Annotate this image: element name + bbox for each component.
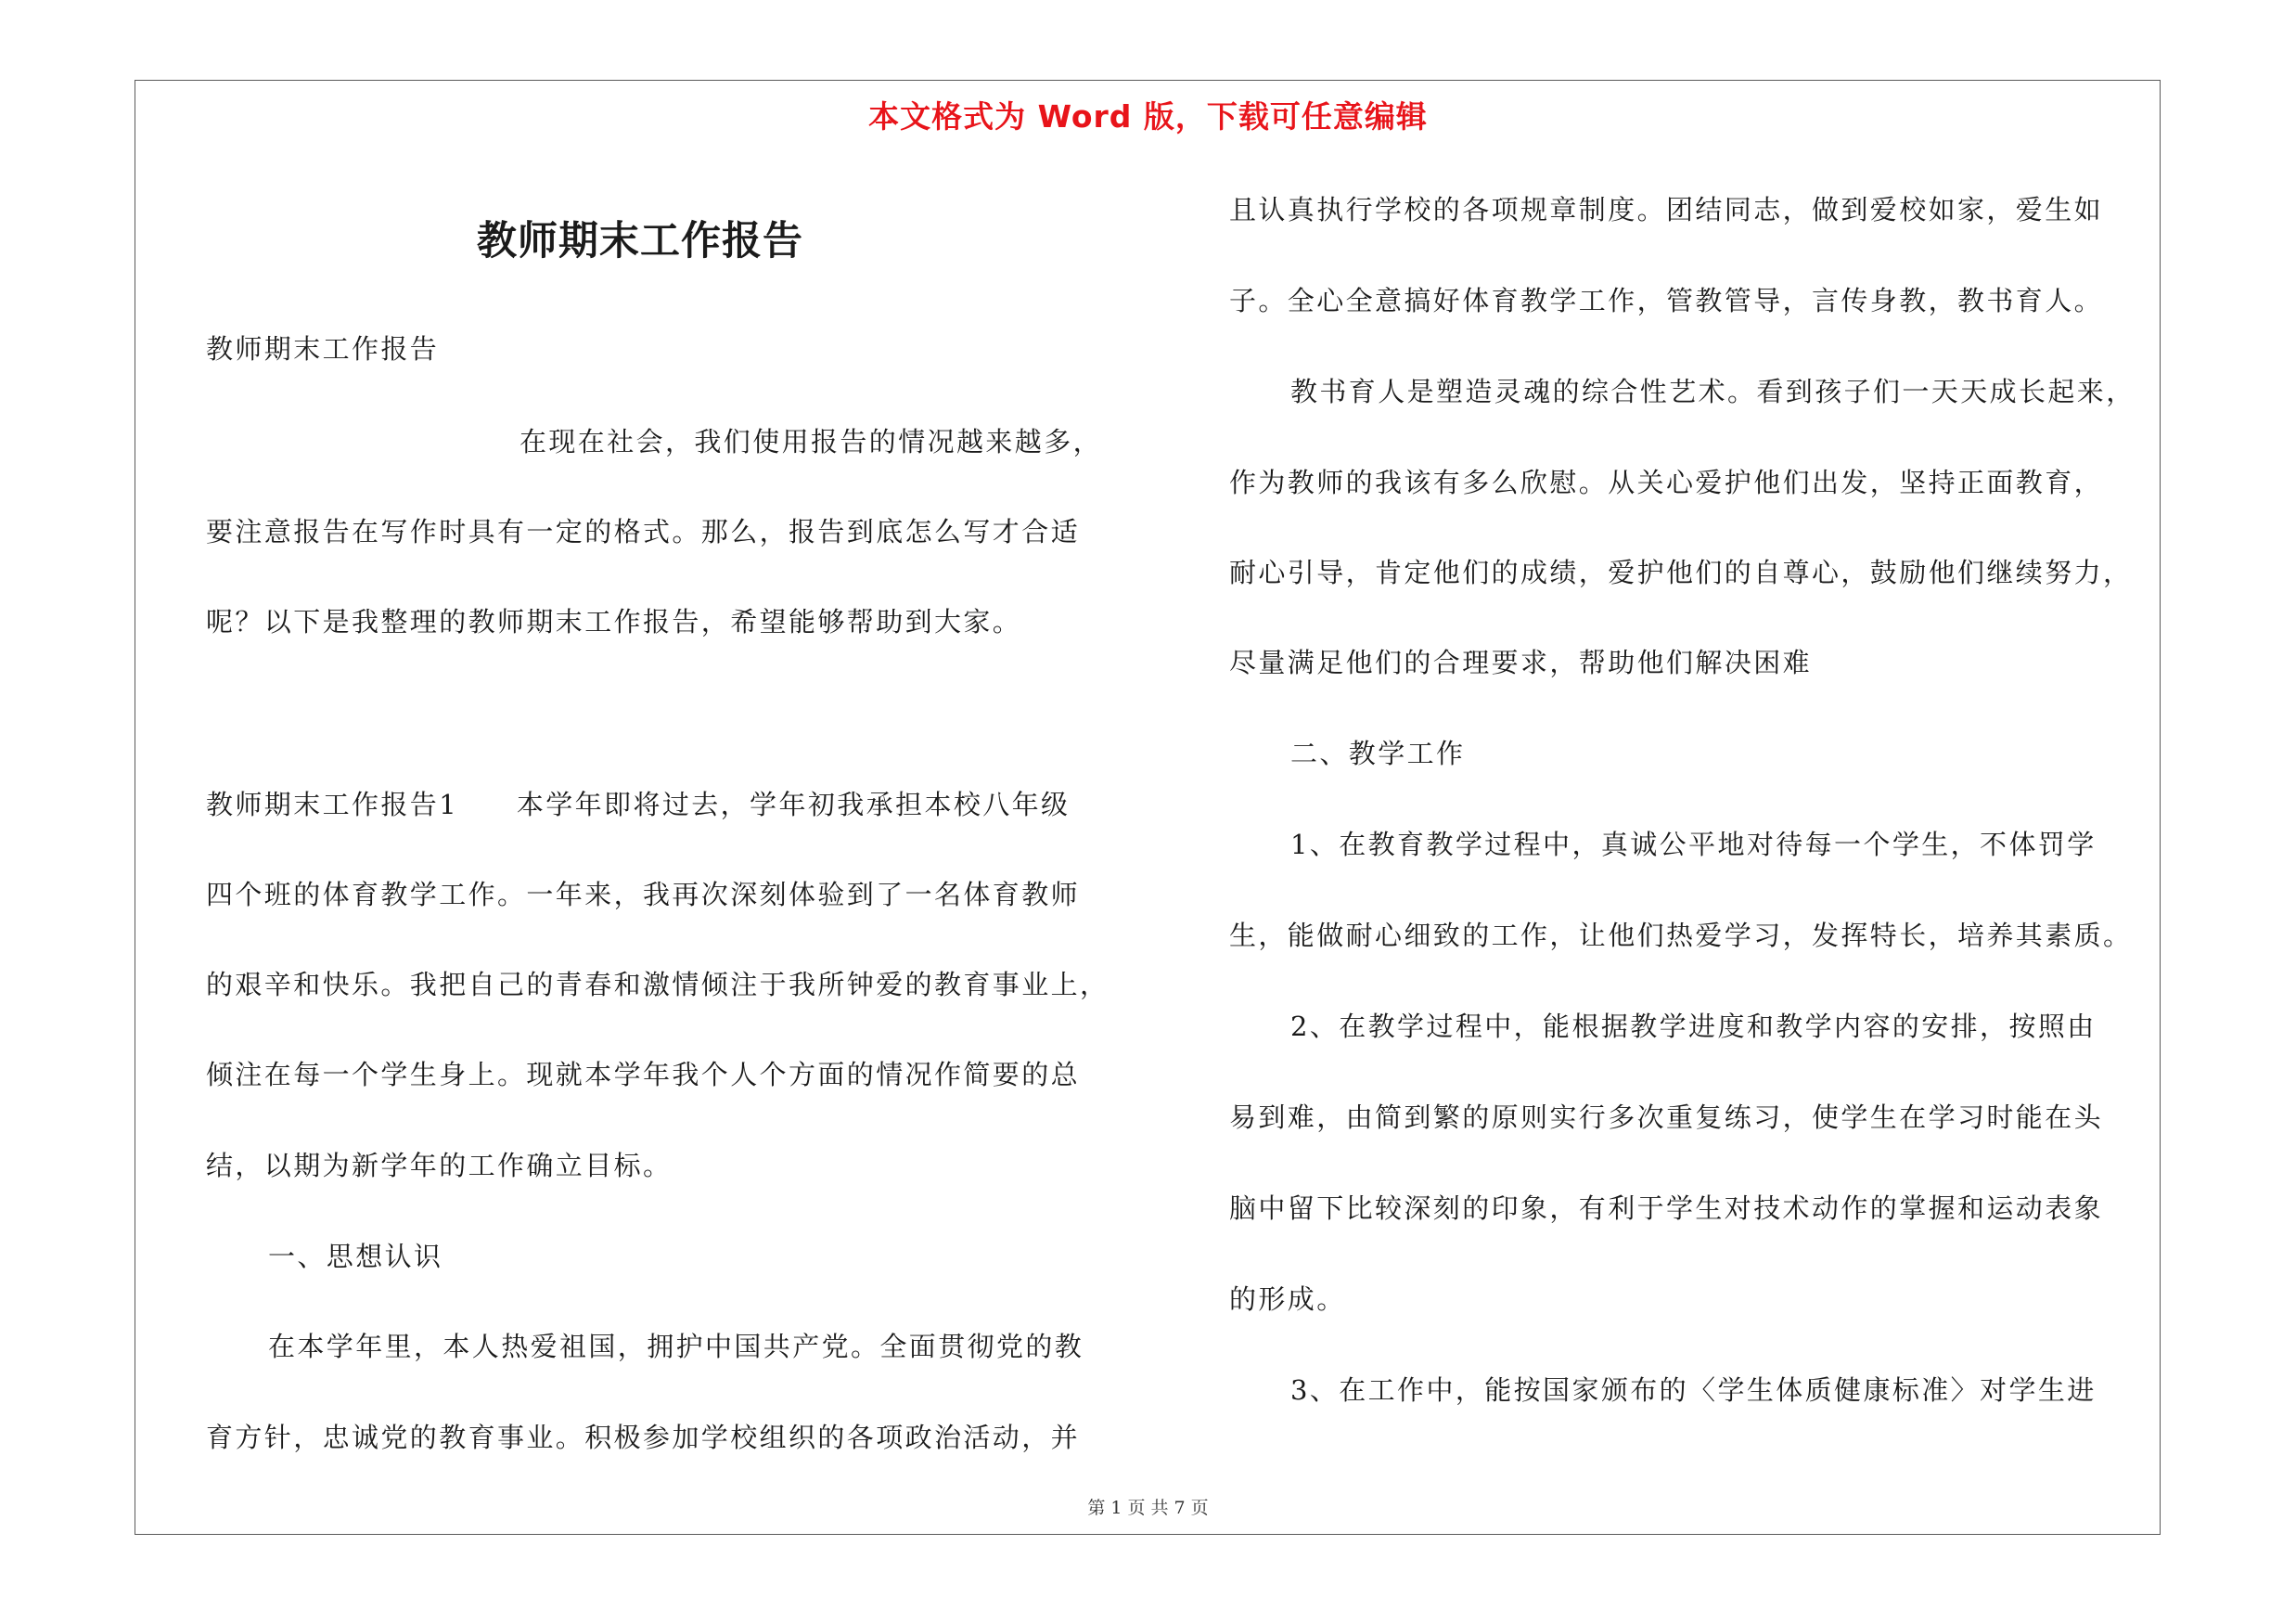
right-paragraph-line: 1、在教育教学过程中，真诚公平地对待每一个学生，不体罚学 — [1290, 829, 2097, 860]
right-paragraph-line: 易到难，由简到繁的原则实行多次重复练习，使学生在学习时能在头 — [1229, 1101, 2104, 1133]
left-paragraph-line: 在现在社会，我们使用报告的情况越来越多， — [519, 426, 1103, 457]
left-paragraph-line: 要注意报告在写作时具有一定的格式。那么，报告到底怎么写才合适 — [206, 516, 1081, 547]
left-paragraph-line: 教师期末工作报告1 本学年即将过去，学年初我承担本校八年级 — [206, 789, 1071, 820]
left-paragraph-line: 四个班的体育教学工作。一年来，我再次深刻体验到了一名体育教师 — [206, 879, 1081, 910]
right-paragraph-line: 脑中留下比较深刻的印象，有利于学生对技术动作的掌握和运动表象 — [1229, 1192, 2104, 1224]
section-heading-ideology: 一、思想认识 — [268, 1241, 443, 1272]
left-paragraph-line: 结，以期为新学年的工作确立目标。 — [206, 1150, 673, 1181]
right-paragraph-line: 教书育人是塑造灵魂的综合性艺术。看到孩子们一天天成长起来， — [1290, 376, 2136, 407]
document-title: 教师期末工作报告 — [477, 218, 803, 264]
right-paragraph-line: 子。全心全意搞好体育教学工作，管教管导，言传身教，教书育人。 — [1229, 285, 2104, 316]
left-paragraph-line: 倾注在每一个学生身上。现就本学年我个人个方面的情况作简要的总 — [206, 1059, 1081, 1090]
editable-word-banner: 本文格式为 Word 版，下载可任意编辑 — [868, 98, 1428, 135]
left-paragraph-line: 在本学年里，本人热爱祖国，拥护中国共产党。全面贯彻党的教 — [268, 1331, 1084, 1362]
right-paragraph-line: 尽量满足他们的合理要求，帮助他们解决困难 — [1229, 647, 1813, 678]
right-paragraph-line: 的形成。 — [1229, 1283, 1346, 1315]
left-paragraph-line: 呢？以下是我整理的教师期末工作报告，希望能够帮助到大家。 — [206, 606, 1022, 638]
right-paragraph-line: 2、在教学过程中，能根据教学进度和教学内容的安排，按照由 — [1290, 1011, 2097, 1042]
right-paragraph-line: 生，能做耐心细致的工作，让他们热爱学习，发挥特长，培养其素质。 — [1229, 920, 2133, 951]
right-paragraph-line: 作为教师的我该有多么欣慰。从关心爱护他们出发，坚持正面教育， — [1229, 467, 2104, 498]
left-paragraph-line: 的艰辛和快乐。我把自己的青春和激情倾注于我所钟爱的教育事业上， — [206, 969, 1110, 1000]
left-paragraph-line: 育方针，忠诚党的教育事业。积极参加学校组织的各项政治活动，并 — [206, 1422, 1081, 1453]
left-paragraph-line: 教师期末工作报告 — [206, 333, 440, 365]
right-paragraph-line: 3、在工作中，能按国家颁布的〈学生体质健康标准〉对学生进 — [1290, 1374, 2097, 1406]
right-paragraph-line: 且认真执行学校的各项规章制度。团结同志，做到爱校如家，爱生如 — [1229, 194, 2104, 225]
section-heading-teaching: 二、教学工作 — [1290, 738, 1466, 769]
right-paragraph-line: 耐心引导，肯定他们的成绩，爱护他们的自尊心，鼓励他们继续努力， — [1229, 557, 2133, 588]
page-number: 第 1 页 共 7 页 — [1087, 1498, 1209, 1518]
